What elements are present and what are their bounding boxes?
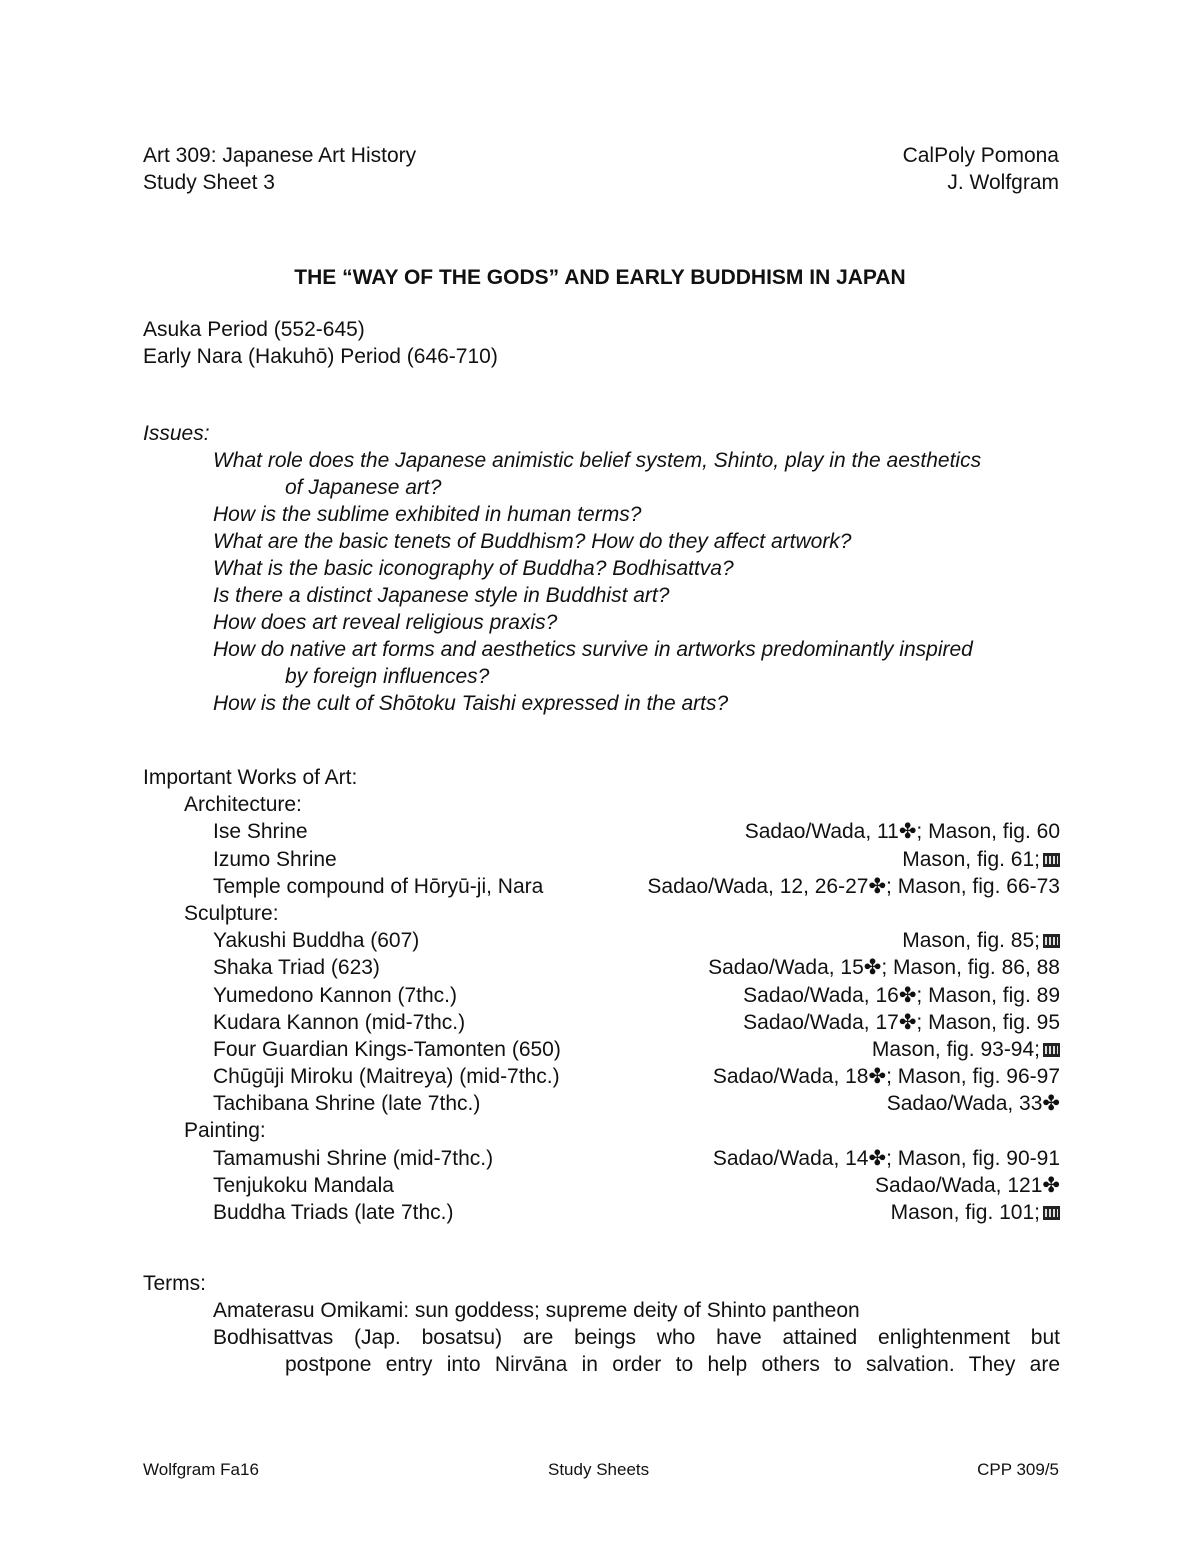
work-name: Izumo Shrine <box>213 847 337 871</box>
work-name: Yumedono Kannon (7thc.) <box>213 983 458 1007</box>
school-name: CalPoly Pomona <box>902 144 1059 167</box>
work-row <box>143 1009 1060 1036</box>
work-row <box>143 1172 1060 1199</box>
issue-item: How is the cult of Shōtoku Taishi expressed in the arts? <box>213 692 729 715</box>
period-early-nara: Early Nara (Hakuhō) Period (646-710) <box>143 345 498 368</box>
periods <box>143 316 498 370</box>
issue-item-continuation: of Japanese art? <box>285 476 442 499</box>
work-name: Four Guardian Kings-Tamonten (650) <box>213 1037 561 1061</box>
issue-item: How does art reveal religious praxis? <box>213 611 558 634</box>
work-name: Chūgūji Miroku (Maitreya) (mid-7thc.) <box>213 1065 560 1089</box>
sheet-title: Study Sheet 3 <box>143 171 275 194</box>
work-name: Ise Shrine <box>213 820 308 844</box>
issue-item: How do native art forms and aesthetics survive in artworks predominantly inspired <box>213 638 973 661</box>
work-row <box>143 1145 1060 1172</box>
work-name: Temple compound of Hōryū-ji, Nara <box>213 874 544 898</box>
film-icon <box>1043 934 1060 948</box>
category-label: Sculpture: <box>184 901 279 925</box>
work-row <box>143 1036 1060 1063</box>
issue-item-continuation: by foreign influences? <box>285 665 490 688</box>
film-icon <box>1043 1206 1060 1220</box>
work-row <box>143 846 1060 873</box>
work-reference: Mason, fig. 61; <box>902 847 1040 871</box>
term-bodhisattva: Bodhisattvas (Jap. bosatsu) are beings who have attained enlightenment but <box>213 1326 1060 1349</box>
course-title: Art 309: Japanese Art History <box>143 144 417 167</box>
work-row <box>143 927 1060 954</box>
term-bodhisattva-continuation: postpone entry into Nirvāna in order to help others to salvation. They are <box>285 1353 1060 1376</box>
work-reference: Sadao/Wada, 18✤; Mason, fig. 96-97 <box>712 1065 1060 1089</box>
instructor-name: J. Wolfgram <box>947 171 1059 194</box>
work-name: Buddha Triads (late 7thc.) <box>213 1201 454 1224</box>
work-row <box>143 954 1060 981</box>
work-reference: Sadao/Wada, 33✤ <box>886 1092 1060 1116</box>
issue-item: What are the basic tenets of Buddhism? How do they affect artwork? <box>213 530 852 553</box>
work-name: Yakushi Buddha (607) <box>213 929 420 953</box>
works-heading: Important Works of Art: <box>143 766 358 789</box>
film-icon <box>1043 853 1060 867</box>
footer-center: Study Sheets <box>548 1460 650 1479</box>
footer-left: Wolfgram Fa16 <box>143 1460 259 1479</box>
term-amaterasu: Amaterasu Omikami: sun goddess; supreme deity of Shinto pantheon <box>213 1299 860 1322</box>
header-left <box>143 142 416 196</box>
work-reference-wrap <box>891 1199 1060 1226</box>
work-row <box>143 818 1060 845</box>
work-reference: Mason, fig. 85; <box>902 929 1040 953</box>
work-reference: Sadao/Wada, 17✤; Mason, fig. 95 <box>743 1010 1060 1034</box>
work-reference-wrap <box>872 1036 1060 1063</box>
category-sculpture <box>143 900 1060 927</box>
works-heading-row <box>143 764 1060 791</box>
header-right <box>903 142 1059 196</box>
category-label: Painting: <box>184 1119 266 1143</box>
work-reference: Mason, fig. 93-94; <box>871 1037 1040 1061</box>
work-name: Tamamushi Shrine (mid-7thc.) <box>213 1146 494 1170</box>
issue-item: How is the sublime exhibited in human terms? <box>213 503 642 526</box>
work-reference: Mason, fig. 101; <box>890 1201 1040 1224</box>
work-row <box>143 1063 1060 1090</box>
work-name: Shaka Triad (623) <box>213 956 380 980</box>
issues-heading: Issues: <box>143 422 210 445</box>
film-icon <box>1043 1043 1060 1057</box>
work-row <box>143 1199 1060 1226</box>
works-section <box>143 764 1060 1226</box>
terms-heading: Terms: <box>143 1272 206 1295</box>
category-label: Architecture: <box>184 793 302 817</box>
issue-item: What is the basic iconography of Buddha? Bodhisattva? <box>213 557 734 580</box>
footer-page-number: CPP 309/5 <box>977 1460 1059 1479</box>
work-name: Kudara Kannon (mid-7thc.) <box>213 1010 466 1034</box>
work-reference: Sadao/Wada, 121✤ <box>875 1173 1060 1197</box>
issues-list <box>213 447 1063 717</box>
category-painting <box>143 1117 1060 1144</box>
work-reference: Sadao/Wada, 15✤; Mason, fig. 86, 88 <box>708 956 1060 980</box>
issue-item: Is there a distinct Japanese style in Buddhist art? <box>213 584 670 607</box>
category-architecture <box>143 791 1060 818</box>
work-row <box>143 982 1060 1009</box>
period-asuka: Asuka Period (552-645) <box>143 318 365 341</box>
issue-item: What role does the Japanese animistic belief system, Shinto, play in the aesthetics <box>213 449 982 472</box>
work-reference: Sadao/Wada, 11✤; Mason, fig. 60 <box>744 820 1060 844</box>
work-reference: Sadao/Wada, 12, 26-27✤; Mason, fig. 66-73 <box>647 874 1060 898</box>
work-reference-wrap <box>902 927 1060 954</box>
work-row <box>143 1090 1060 1117</box>
page-title: THE “WAY OF THE GODS” AND EARLY BUDDHISM IN JAPAN <box>294 266 906 289</box>
work-row <box>143 873 1060 900</box>
work-name: Tachibana Shrine (late 7thc.) <box>213 1092 481 1116</box>
work-reference-wrap <box>902 846 1060 873</box>
work-reference: Sadao/Wada, 14✤; Mason, fig. 90-91 <box>712 1146 1060 1170</box>
terms-list <box>213 1297 1060 1378</box>
work-name: Tenjukoku Mandala <box>213 1173 394 1197</box>
work-reference: Sadao/Wada, 16✤; Mason, fig. 89 <box>743 983 1060 1007</box>
